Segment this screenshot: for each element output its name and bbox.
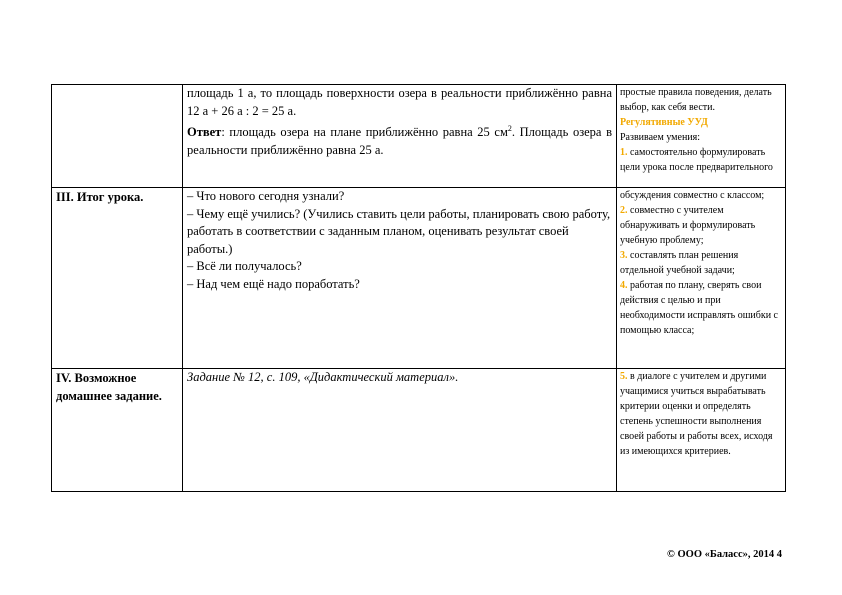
skills-text: обсуждения совместно с классом; [620,190,765,201]
skills-cell [617,188,786,369]
answer-part-a: : площадь озера на плане приближённо равна 25 см [221,125,508,140]
item-number: 3. [620,250,628,261]
skills-cell [617,369,786,492]
lesson-table [51,84,786,492]
answer-part-b: . Площадь озера в реальности приближённо равна 25 а. [187,125,612,157]
item-text: в диалоге с учителем и другими учащимися учиться вырабатывать критерии оценки и определять степень успешности выполнения своей работы и работы всех, исходя из имеющихся критериев. [620,371,773,457]
item-number: 5. [620,371,628,382]
answer-label: Ответ [187,125,222,140]
question-item: – Что нового сегодня узнали? [187,189,345,203]
skills-item [620,203,783,248]
table-row-3 [52,369,786,492]
item-number: 1. [620,147,628,158]
answer-text [187,120,612,159]
stage-cell [52,85,183,188]
solution-text: площадь 1 а, то площадь поверхности озера в реальности приближённо равна 12 а + 26 а : 2 = 25 а. [187,86,612,118]
page-footer: © ООО «Баласс», 2014 4 [667,549,782,560]
skills-cell [617,85,786,188]
content-cell [183,188,617,369]
item-text: работая по плану, сверять свои действия с целью и при необходимости исправлять ошибки с помощью класса; [620,280,778,336]
skills-item [620,369,783,459]
item-number: 4. [620,280,628,291]
stage-cell: III. Итог урока. [52,188,183,369]
item-number: 2. [620,205,628,216]
develop-heading: Развиваем умения: [620,132,701,143]
question-item: – Всё ли получалось? [187,259,302,273]
stage-cell: IV. Возможное домашнее задание. [52,369,183,492]
question-item: – Чему ещё учились? (Учились ставить цели работы, планировать свою работу, работать в соответствии с заданным планом, оценивать результат своей работы.) [187,206,611,256]
content-cell [183,85,617,188]
skills-text: простые правила поведения, делать выбор, как себя вести. [620,87,772,113]
table-row-2 [52,188,786,369]
table-row-1 [52,85,786,188]
answer-superscript: 2 [507,124,512,133]
skills-item [620,145,783,175]
item-text: совместно с учителем обнаруживать и формулировать учебную проблему; [620,205,756,246]
skills-item [620,278,783,338]
item-text: составлять план решения отдельной учебной задачи; [620,250,739,276]
content-cell: Задание № 12, с. 109, «Дидактический материал». [183,369,617,492]
question-item: – Над чем ещё надо поработать? [187,276,360,291]
skills-item [620,248,783,278]
regulative-heading: Регулятивные УУД [620,117,708,128]
item-text: самостоятельно формулировать цели урока после предварительного [620,147,773,173]
